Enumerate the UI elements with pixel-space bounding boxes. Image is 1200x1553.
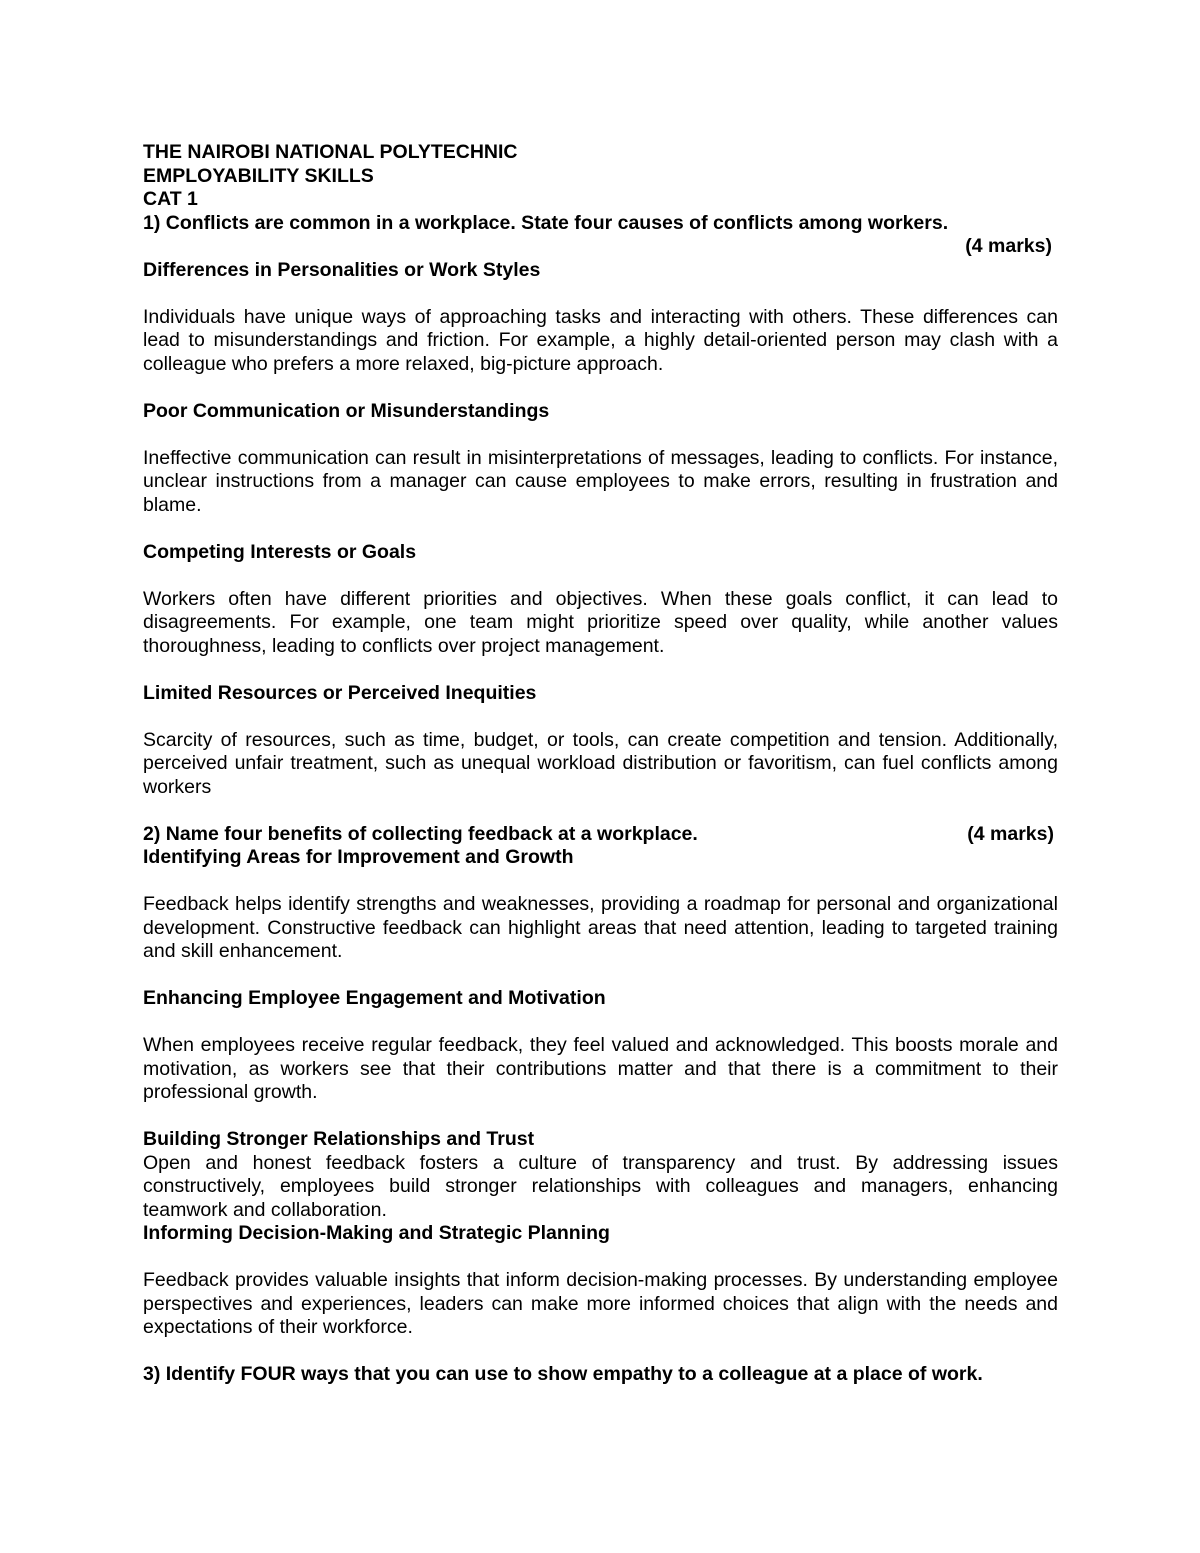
question-3: 3) Identify FOUR ways that you can use to show empathy to a colleague at a place of work. [143,1363,983,1385]
institution-title: THE NAIROBI NATIONAL POLYTECHNIC [143,141,518,163]
answer-heading: Enhancing Employee Engagement and Motivation [143,987,606,1009]
answer-body: Individuals have unique ways of approaching tasks and interacting with others. These differences can lead to misunderstandings and friction. For example, a highly detail-oriented person may clash with a colleague who prefers a more relaxed, big-picture approach. [143,305,1058,375]
answer-heading: Competing Interests or Goals [143,540,417,563]
subject-title: EMPLOYABILITY SKILLS [143,164,374,187]
question-1-marks: (4 marks) [965,235,1052,257]
question-2-marks: (4 marks) [967,822,1054,845]
answer-heading: Limited Resources or Perceived Inequities [143,681,537,704]
answer-body: Workers often have different priorities and objectives. When these goals conflict, it can lead to disagreements. For example, one team might prioritize speed over quality, while another values thoroughness, leading to conflicts over project management. [143,587,1058,657]
answer-body: Ineffective communication can result in misinterpretations of messages, leading to conflicts. For instance, unclear instructions from a manager can cause employees to make errors, resulting in frustration and blame. [143,446,1058,516]
answer-body: Feedback provides valuable insights that inform decision-making processes. By understanding employee perspectives and experiences, leaders can make more informed choices that align with the needs and expectations of their workforce. [143,1269,1058,1338]
question-2: 2) Name four benefits of collecting feedback at a workplace. [143,822,698,845]
document-page [143,141,1058,1387]
answer-heading: Differences in Personalities or Work Styles [143,258,541,281]
answer-body: Open and honest feedback fosters a culture of transparency and trust. By addressing issues constructively, employees build stronger relationships with colleagues and managers, enhancing teamwork and collaboration. [143,1151,1058,1221]
answer-heading: Informing Decision-Making and Strategic Planning [143,1222,610,1244]
answer-body: Feedback helps identify strengths and weaknesses, providing a roadmap for personal and organizational development. Constructive feedback can highlight areas that need attention, leading to targeted training and skill enhancement. [143,893,1058,962]
assessment-title: CAT 1 [143,188,198,210]
answer-heading: Poor Communication or Misunderstandings [143,399,550,422]
answer-body: When employees receive regular feedback, they feel valued and acknowledged. This boosts morale and motivation, as workers see that their contributions matter and that there is a commitment to their professional growth. [143,1034,1058,1103]
question-1: 1) Conflicts are common in a workplace. State four causes of conflicts among workers. [143,211,949,234]
answer-heading: Identifying Areas for Improvement and Growth [143,846,574,868]
answer-heading: Building Stronger Relationships and Trust [143,1128,535,1150]
question-2-row [143,823,1058,847]
answer-body: Scarcity of resources, such as time, budget, or tools, can create competition and tension. Additionally, perceived unfair treatment, such as unequal workload distribution or favoritism, can fuel conflicts among workers [143,728,1058,798]
